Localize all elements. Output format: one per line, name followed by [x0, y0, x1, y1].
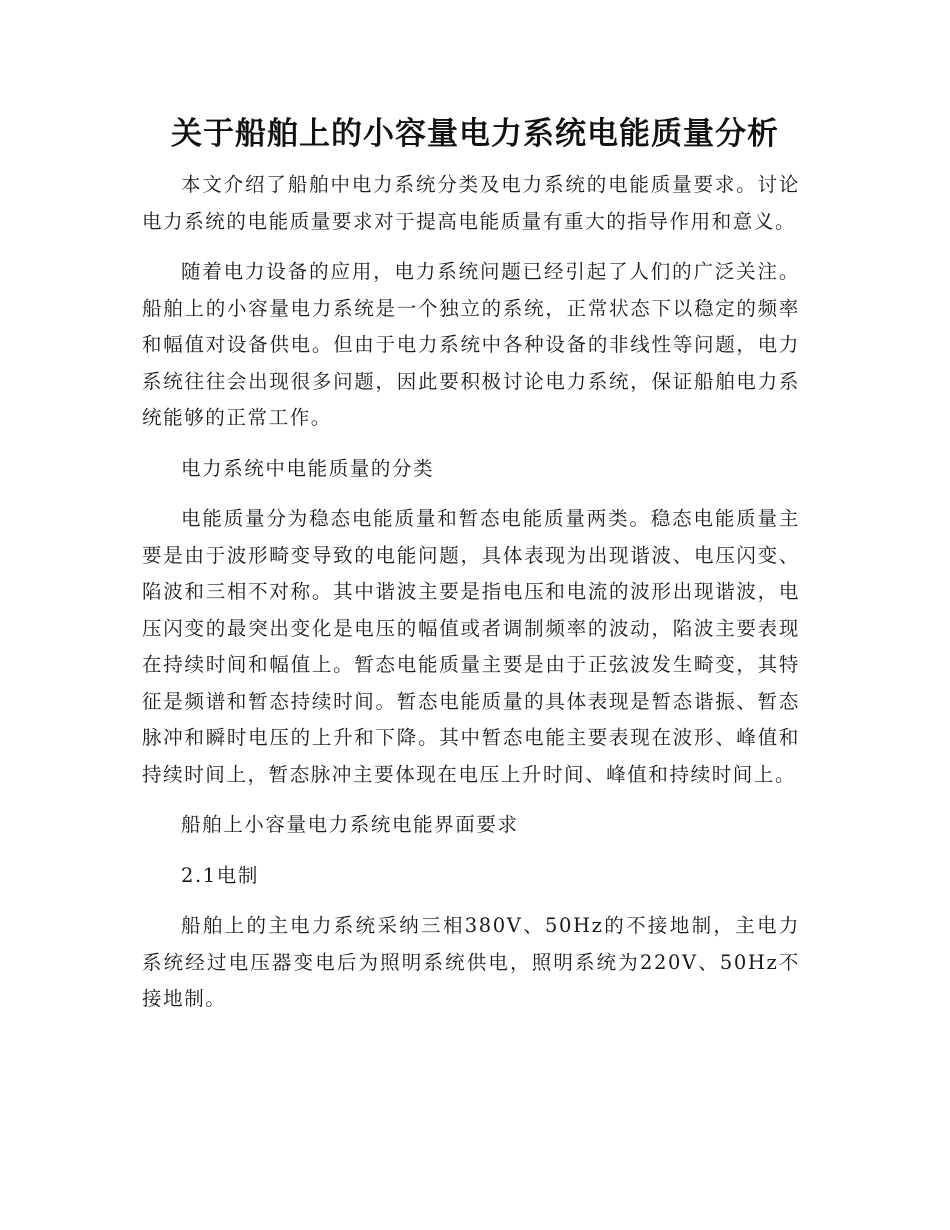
paragraph-power-system: 船舶上的主电力系统采纳三相380V、50Hz的不接地制，主电力系统经过电压器变电后为照明系统供电，照明系统为220V、50Hz不接地制。 [142, 914, 800, 1010]
paragraph-abstract: 本文介绍了船舶中电力系统分类及电力系统的电能质量要求。讨论电力系统的电能质量要求对于提高电能质量有重大的指导作用和意义。 [142, 173, 800, 233]
paragraph-classification: 电能质量分为稳态电能质量和暂态电能质量两类。稳态电能质量主要是由于波形畸变导致的电能问题，具体表现为出现谐波、电压闪变、陷波和三相不对称。其中谐波主要是指电压和电流的波形出现谐波，电压闪变的最突出变化是电压的幅值或者调制频率的波动，陷波主要表现在持续时间和幅值上。暂态电能质量主要是由于正弦波发生畸变，其特征是频谱和暂态持续时间。暂态电能质量的具体表现是暂态谐振、暂态脉冲和瞬时电压的上升和下降。其中暂态电能主要表现在波形、峰值和持续时间上，暂态脉冲主要体现在电压上升时间、峰值和持续时间上。 [142, 507, 800, 786]
document-title: 关于船舶上的小容量电力系统电能质量分析 [171, 116, 779, 152]
paragraph-introduction: 随着电力设备的应用，电力系统问题已经引起了人们的广泛关注。船舶上的小容量电力系统是一个独立的系统，正常状态下以稳定的频率和幅值对设备供电。但由于电力系统中各种设备的非线性等问题，电力系统往往会出现很多问题，因此要积极讨论电力系统，保证船舶电力系统能够的正常工作。 [142, 260, 800, 429]
subsection-heading-power-system: 2.1电制 [181, 863, 260, 887]
section-heading-requirements: 船舶上小容量电力系统电能界面要求 [181, 813, 519, 836]
document-body [142, 167, 800, 1032]
section-heading-classification: 电力系统中电能质量的分类 [181, 456, 435, 480]
